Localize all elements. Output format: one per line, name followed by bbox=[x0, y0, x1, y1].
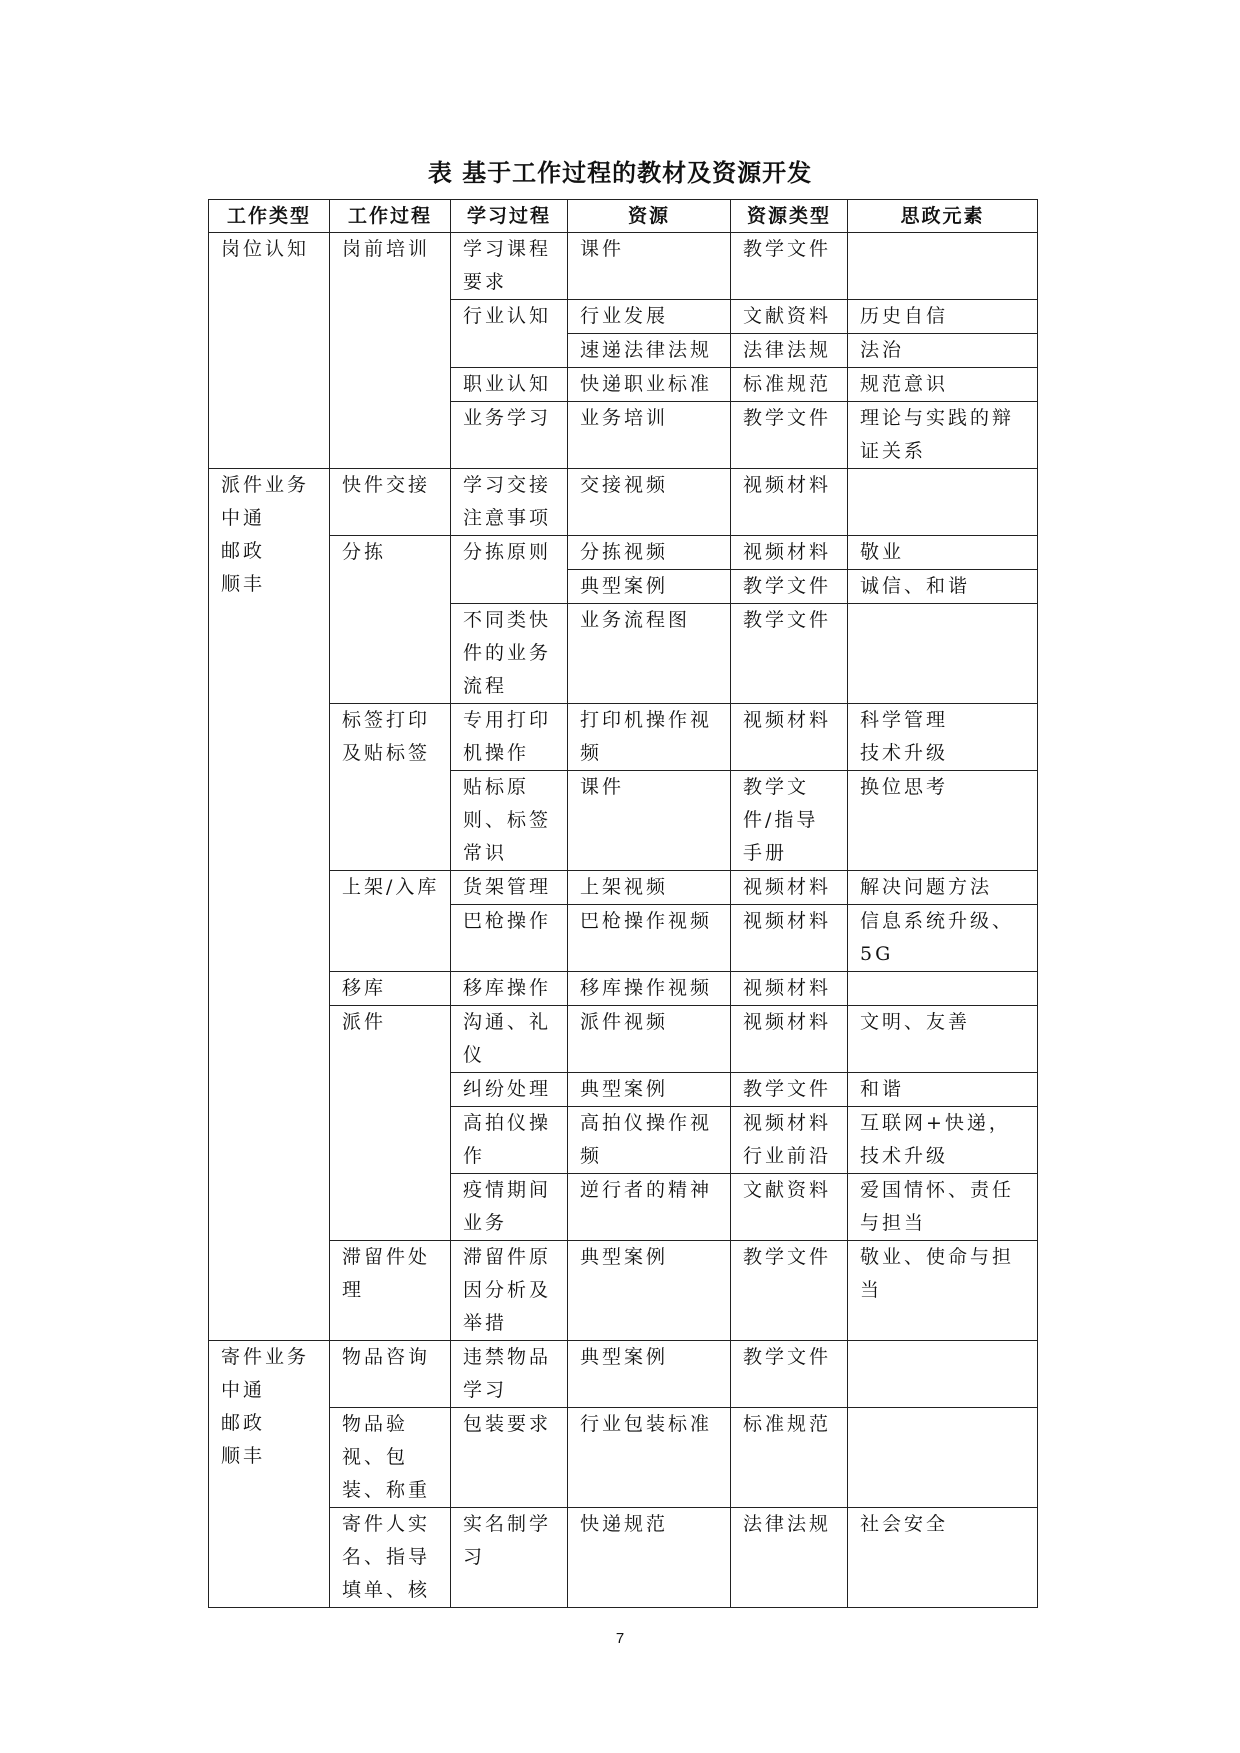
cell-resource: 上架视频 bbox=[568, 871, 731, 905]
cell-ideology: 换位思考 bbox=[848, 771, 1038, 871]
cell-learning-process: 行业认知 bbox=[451, 300, 568, 368]
cell-resource-type: 教学文件 bbox=[731, 233, 848, 300]
cell-ideology bbox=[848, 233, 1038, 300]
cell-learning-process: 贴标原则、标签常识 bbox=[451, 771, 568, 871]
cell-ideology: 规范意识 bbox=[848, 368, 1038, 402]
table-row bbox=[209, 972, 1038, 1006]
cell-resource-type: 法律法规 bbox=[731, 334, 848, 368]
cell-work-process: 物品验视、包装、称重 bbox=[330, 1408, 451, 1508]
cell-learning-process: 实名制学习 bbox=[451, 1508, 568, 1608]
cell-resource-type: 文献资料 bbox=[731, 300, 848, 334]
cell-resource: 课件 bbox=[568, 771, 731, 871]
cell-ideology: 和谐 bbox=[848, 1073, 1038, 1107]
header-work-process: 工作过程 bbox=[330, 200, 451, 233]
cell-learning-process: 巴枪操作 bbox=[451, 905, 568, 972]
table-row bbox=[209, 1006, 1038, 1073]
cell-learning-process: 高拍仪操作 bbox=[451, 1107, 568, 1174]
cell-resource: 业务流程图 bbox=[568, 604, 731, 704]
cell-resource-type: 教学文件 bbox=[731, 1073, 848, 1107]
cell-ideology: 文明、友善 bbox=[848, 1006, 1038, 1073]
cell-learning-process: 专用打印机操作 bbox=[451, 704, 568, 771]
cell-ideology bbox=[848, 469, 1038, 536]
cell-resource-type: 视频材料 bbox=[731, 871, 848, 905]
cell-ideology: 解决问题方法 bbox=[848, 871, 1038, 905]
cell-learning-process: 沟通、礼仪 bbox=[451, 1006, 568, 1073]
cell-resource: 行业包装标准 bbox=[568, 1408, 731, 1508]
cell-resource-type: 教学文件 bbox=[731, 570, 848, 604]
table-row bbox=[209, 469, 1038, 536]
cell-ideology: 诚信、和谐 bbox=[848, 570, 1038, 604]
cell-learning-process: 职业认知 bbox=[451, 368, 568, 402]
table-row bbox=[209, 871, 1038, 905]
resource-table bbox=[208, 199, 1038, 1608]
cell-resource-type: 标准规范 bbox=[731, 1408, 848, 1508]
cell-ideology: 信息系统升级、5G bbox=[848, 905, 1038, 972]
cell-work-process: 寄件人实名、指导填单、核 bbox=[330, 1508, 451, 1608]
table-row bbox=[209, 1341, 1038, 1408]
cell-learning-process: 不同类快件的业务流程 bbox=[451, 604, 568, 704]
table-row bbox=[209, 233, 1038, 300]
cell-ideology: 爱国情怀、责任与担当 bbox=[848, 1174, 1038, 1241]
cell-learning-process: 疫情期间业务 bbox=[451, 1174, 568, 1241]
cell-work-process: 快件交接 bbox=[330, 469, 451, 536]
cell-resource-type: 视频材料 bbox=[731, 972, 848, 1006]
cell-learning-process: 滞留件原因分析及举措 bbox=[451, 1241, 568, 1341]
cell-resource-type: 视频材料 bbox=[731, 536, 848, 570]
cell-resource-type: 视频材料 bbox=[731, 469, 848, 536]
table-row bbox=[209, 1508, 1038, 1608]
cell-resource-type: 视频材料 行业前沿 bbox=[731, 1107, 848, 1174]
cell-ideology: 敬业、使命与担当 bbox=[848, 1241, 1038, 1341]
cell-resource: 业务培训 bbox=[568, 402, 731, 469]
header-ideology-element: 思政元素 bbox=[848, 200, 1038, 233]
cell-work-process: 派件 bbox=[330, 1006, 451, 1241]
cell-resource: 移库操作视频 bbox=[568, 972, 731, 1006]
cell-resource: 快递规范 bbox=[568, 1508, 731, 1608]
cell-resource: 典型案例 bbox=[568, 1241, 731, 1341]
cell-resource: 速递法律法规 bbox=[568, 334, 731, 368]
cell-work-type: 寄件业务 中通 邮政 顺丰 bbox=[209, 1341, 330, 1608]
cell-resource-type: 标准规范 bbox=[731, 368, 848, 402]
cell-work-process: 滞留件处理 bbox=[330, 1241, 451, 1341]
cell-learning-process: 违禁物品学习 bbox=[451, 1341, 568, 1408]
cell-work-process: 移库 bbox=[330, 972, 451, 1006]
cell-ideology: 历史自信 bbox=[848, 300, 1038, 334]
header-learning-process: 学习过程 bbox=[451, 200, 568, 233]
cell-ideology: 法治 bbox=[848, 334, 1038, 368]
header-resource-type: 资源类型 bbox=[731, 200, 848, 233]
cell-ideology: 敬业 bbox=[848, 536, 1038, 570]
cell-work-type: 派件业务 中通 邮政 顺丰 bbox=[209, 469, 330, 1341]
header-work-type: 工作类型 bbox=[209, 200, 330, 233]
cell-resource-type: 教学文件 bbox=[731, 604, 848, 704]
cell-ideology: 科学管理 技术升级 bbox=[848, 704, 1038, 771]
cell-resource-type: 视频材料 bbox=[731, 905, 848, 972]
header-resource: 资源 bbox=[568, 200, 731, 233]
cell-resource: 逆行者的精神 bbox=[568, 1174, 731, 1241]
cell-work-process: 上架/入库 bbox=[330, 871, 451, 972]
cell-learning-process: 分拣原则 bbox=[451, 536, 568, 604]
cell-resource-type: 教学文件/指导手册 bbox=[731, 771, 848, 871]
cell-resource-type: 文献资料 bbox=[731, 1174, 848, 1241]
table-row bbox=[209, 704, 1038, 771]
cell-learning-process: 学习交接注意事项 bbox=[451, 469, 568, 536]
cell-ideology bbox=[848, 1341, 1038, 1408]
cell-learning-process: 业务学习 bbox=[451, 402, 568, 469]
cell-resource: 快递职业标准 bbox=[568, 368, 731, 402]
cell-learning-process: 学习课程要求 bbox=[451, 233, 568, 300]
cell-resource: 课件 bbox=[568, 233, 731, 300]
cell-resource: 行业发展 bbox=[568, 300, 731, 334]
cell-learning-process: 包装要求 bbox=[451, 1408, 568, 1508]
cell-resource: 派件视频 bbox=[568, 1006, 731, 1073]
cell-work-process: 标签打印及贴标签 bbox=[330, 704, 451, 871]
cell-work-process: 物品咨询 bbox=[330, 1341, 451, 1408]
cell-resource-type: 教学文件 bbox=[731, 1341, 848, 1408]
cell-resource-type: 教学文件 bbox=[731, 1241, 848, 1341]
cell-ideology bbox=[848, 604, 1038, 704]
table-header-row bbox=[209, 200, 1038, 233]
page-number: 7 bbox=[615, 1630, 625, 1647]
cell-resource: 典型案例 bbox=[568, 1341, 731, 1408]
table-row bbox=[209, 536, 1038, 570]
cell-ideology: 互联网+快递，技术升级 bbox=[848, 1107, 1038, 1174]
cell-resource: 交接视频 bbox=[568, 469, 731, 536]
cell-resource-type: 视频材料 bbox=[731, 1006, 848, 1073]
cell-resource: 巴枪操作视频 bbox=[568, 905, 731, 972]
cell-work-process: 岗前培训 bbox=[330, 233, 451, 469]
table-row bbox=[209, 1241, 1038, 1341]
cell-resource: 典型案例 bbox=[568, 1073, 731, 1107]
cell-work-type: 岗位认知 bbox=[209, 233, 330, 469]
cell-resource-type: 教学文件 bbox=[731, 402, 848, 469]
cell-resource-type: 视频材料 bbox=[731, 704, 848, 771]
cell-resource: 高拍仪操作视频 bbox=[568, 1107, 731, 1174]
cell-learning-process: 纠纷处理 bbox=[451, 1073, 568, 1107]
cell-resource: 典型案例 bbox=[568, 570, 731, 604]
cell-learning-process: 货架管理 bbox=[451, 871, 568, 905]
cell-resource: 分拣视频 bbox=[568, 536, 731, 570]
cell-ideology bbox=[848, 1408, 1038, 1508]
cell-work-process: 分拣 bbox=[330, 536, 451, 704]
table-title: 表 基于工作过程的教材及资源开发 bbox=[427, 159, 813, 187]
table-row bbox=[209, 1408, 1038, 1508]
cell-resource-type: 法律法规 bbox=[731, 1508, 848, 1608]
cell-ideology bbox=[848, 972, 1038, 1006]
cell-ideology: 社会安全 bbox=[848, 1508, 1038, 1608]
cell-learning-process: 移库操作 bbox=[451, 972, 568, 1006]
cell-ideology: 理论与实践的辩证关系 bbox=[848, 402, 1038, 469]
cell-resource: 打印机操作视频 bbox=[568, 704, 731, 771]
